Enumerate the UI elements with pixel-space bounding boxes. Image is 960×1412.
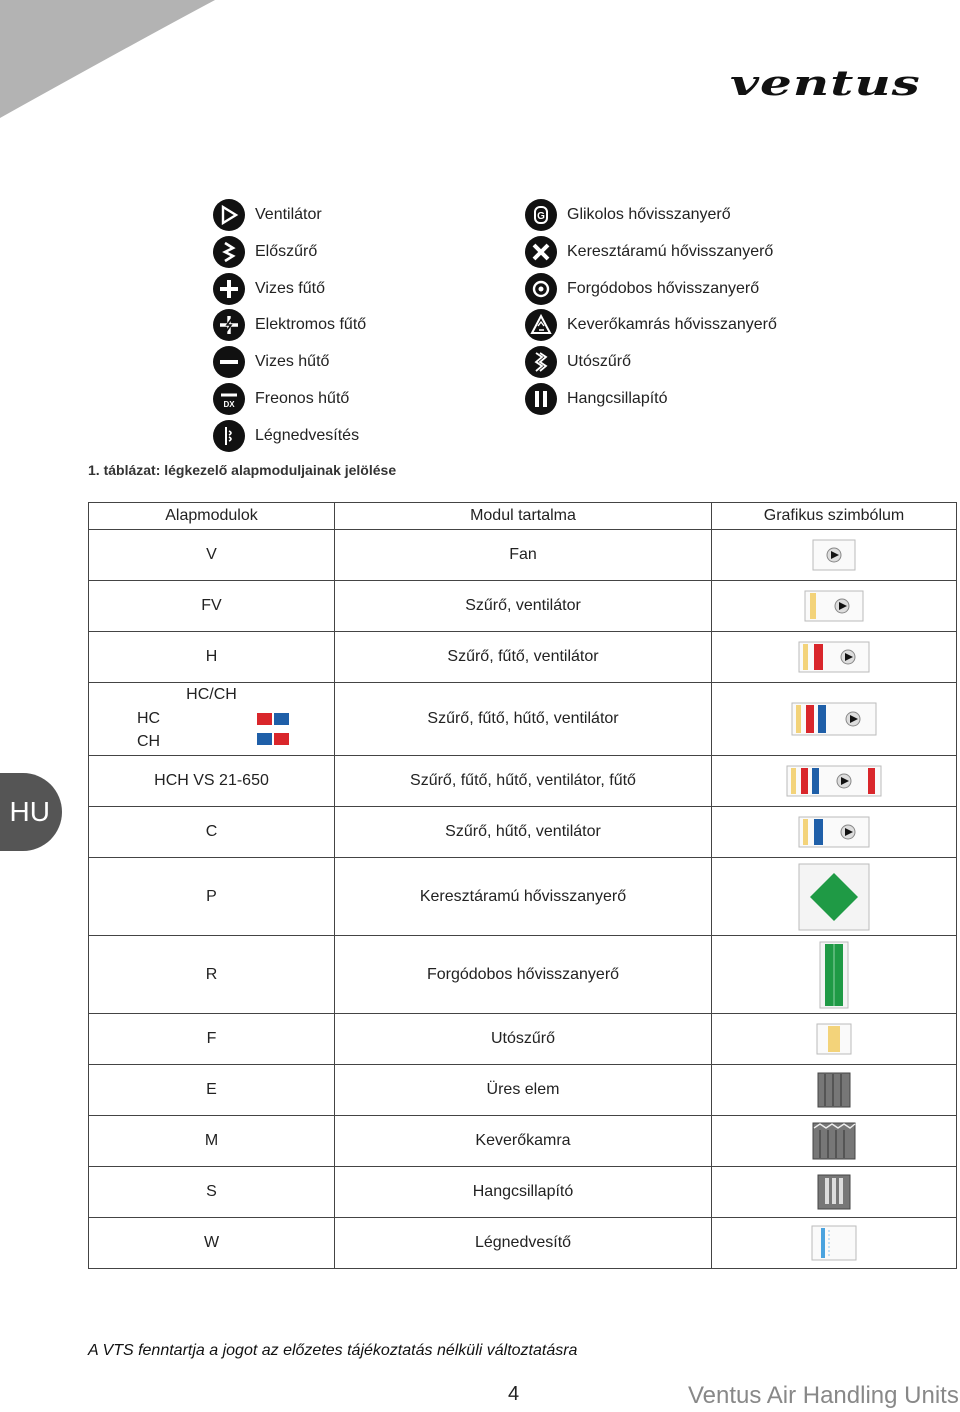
legend-label: Utószűrő [567, 353, 632, 370]
table-row [89, 530, 957, 581]
module-content: Keresztáramú hővisszanyerő [335, 858, 712, 936]
language-tab-label: HU [9, 796, 50, 827]
empty-module-symbol [817, 1072, 851, 1108]
table-row [89, 1014, 957, 1065]
module-symbol [712, 530, 957, 581]
module-symbol [712, 1218, 957, 1269]
fan-module-symbol [812, 538, 856, 572]
module-code: HCH VS 21-650 [89, 756, 335, 807]
ventus-logo: ventus [730, 62, 921, 104]
disclaimer-note: A VTS fenntartja a jogot az előzetes tájékoztatás nélküli változtatásra [88, 1342, 578, 1359]
table-row [89, 683, 957, 756]
legend-label: Forgódobos hővisszanyerő [567, 280, 760, 297]
legend-item-water-cooler [213, 345, 329, 379]
module-symbol [712, 936, 957, 1014]
prefilter-icon [213, 236, 245, 268]
legend-item-mixing-chamber [525, 308, 777, 342]
legend-label: Vizes hűtő [255, 353, 330, 370]
module-symbol [712, 632, 957, 683]
hc-badge-icon [257, 713, 289, 725]
mixing-module-symbol [812, 1122, 856, 1160]
legend-label: Ventilátor [255, 206, 322, 223]
module-code: E [89, 1065, 335, 1116]
legend-item-glycol-recovery [525, 198, 731, 232]
afterfilter-module-symbol [816, 1022, 852, 1056]
module-content: Hangcsillapító [335, 1167, 712, 1218]
module-code: FV [89, 581, 335, 632]
legend-item-rotary-recovery [525, 272, 759, 306]
crossflow-module-symbol [798, 863, 870, 931]
crossflow-recovery-icon [525, 236, 557, 268]
module-subcode-hc: HC [137, 710, 161, 727]
module-content: Szűrő, fűtő, ventilátor [335, 632, 712, 683]
module-content: Szűrő, ventilátor [335, 581, 712, 632]
legend-item-electric-heater [213, 308, 366, 342]
table-row [89, 936, 957, 1014]
corner-decoration [0, 0, 220, 120]
module-symbol [712, 756, 957, 807]
heater-module-symbol [798, 640, 870, 674]
legend-item-fan [213, 198, 322, 232]
filter-fan-module-symbol [804, 589, 864, 623]
module-content: Szűrő, fűtő, hűtő, ventilátor, fűtő [335, 756, 712, 807]
legend-item-water-heater [213, 272, 325, 306]
module-content: Szűrő, hűtő, ventilátor [335, 807, 712, 858]
module-code: V [89, 530, 335, 581]
table-row [89, 1167, 957, 1218]
legend-label: Glikolos hővisszanyerő [567, 206, 731, 223]
table-row [89, 1218, 957, 1269]
header-content: Modul tartalma [335, 503, 712, 530]
rotary-recovery-icon [525, 273, 557, 305]
module-symbol [712, 581, 957, 632]
legend-label: Előszűrő [255, 243, 318, 260]
module-code: C [89, 807, 335, 858]
freon-cooler-icon [213, 383, 245, 415]
legend-label: Elektromos fűtő [255, 316, 367, 333]
module-symbol [712, 1014, 957, 1065]
legend-label: Vizes fűtő [255, 280, 325, 297]
module-code: P [89, 858, 335, 936]
humidifier-module-symbol [811, 1225, 857, 1261]
module-subcode-ch: CH [137, 733, 161, 750]
module-content: Fan [335, 530, 712, 581]
footer-brand: Ventus Air Handling Units [688, 1382, 959, 1409]
cooler-module-symbol [798, 815, 870, 849]
mixing-chamber-icon [525, 309, 557, 341]
module-content: Légnedvesítő [335, 1218, 712, 1269]
module-content: Keverőkamra [335, 1116, 712, 1167]
header-modules: Alapmodulok [89, 503, 335, 530]
module-code: F [89, 1014, 335, 1065]
table-row [89, 756, 957, 807]
module-symbol [712, 1116, 957, 1167]
header-symbol: Grafikus szimbólum [712, 503, 957, 530]
legend-label: Freonos hűtő [255, 390, 350, 407]
legend-label: Keresztáramú hővisszanyerő [567, 243, 774, 260]
water-cooler-icon [213, 346, 245, 378]
table-row [89, 807, 957, 858]
electric-heater-icon [213, 309, 245, 341]
table-header-row [89, 503, 957, 530]
legend-label: Légnedvesítés [255, 427, 360, 444]
module-content: Forgódobos hővisszanyerő [335, 936, 712, 1014]
heater-cooler-module-symbol [791, 701, 877, 737]
module-code: R [89, 936, 335, 1014]
legend-item-silencer [525, 382, 668, 416]
table-row [89, 632, 957, 683]
language-tab [0, 773, 62, 851]
module-code: M [89, 1116, 335, 1167]
legend-item-freon-cooler [213, 382, 349, 416]
legend-item-prefilter [213, 235, 317, 269]
table-caption: 1. táblázat: légkezelő alapmoduljainak jelölése [88, 462, 397, 478]
legend-item-afterfilter [525, 345, 631, 379]
silencer-module-symbol [817, 1174, 851, 1210]
glycol-recovery-icon [525, 199, 557, 231]
legend-item-crossflow-recovery [525, 235, 773, 269]
ch-badge-icon [257, 733, 289, 745]
module-content: Szűrő, fűtő, hűtő, ventilátor [335, 683, 712, 756]
table-row [89, 581, 957, 632]
module-content: Üres elem [335, 1065, 712, 1116]
legend-label: Hangcsillapító [567, 390, 668, 407]
fan-icon [213, 199, 245, 231]
silencer-icon [525, 383, 557, 415]
module-symbol [712, 1167, 957, 1218]
afterfilter-icon [525, 346, 557, 378]
page-number: 4 [508, 1383, 520, 1405]
humidifier-icon [213, 420, 245, 452]
legend-label: Keverőkamrás hővisszanyerő [567, 316, 777, 333]
module-code: W [89, 1218, 335, 1269]
table-row [89, 858, 957, 936]
legend-item-humidifier [213, 419, 359, 453]
module-symbol [712, 858, 957, 936]
module-code: S [89, 1167, 335, 1218]
module-code: HC/CH [186, 686, 237, 703]
table-row [89, 1116, 957, 1167]
module-symbol [712, 807, 957, 858]
module-symbol [712, 683, 957, 756]
water-heater-icon [213, 273, 245, 305]
svg-text:G: G [537, 211, 545, 222]
module-code: H [89, 632, 335, 683]
svg-text:DX: DX [223, 400, 235, 409]
module-symbol [712, 1065, 957, 1116]
hch-vs-module-symbol [786, 764, 882, 798]
module-table [88, 502, 957, 1269]
module-code-cell [89, 683, 335, 756]
module-content: Utószűrő [335, 1014, 712, 1065]
table-row [89, 1065, 957, 1116]
rotary-module-symbol [819, 941, 849, 1009]
